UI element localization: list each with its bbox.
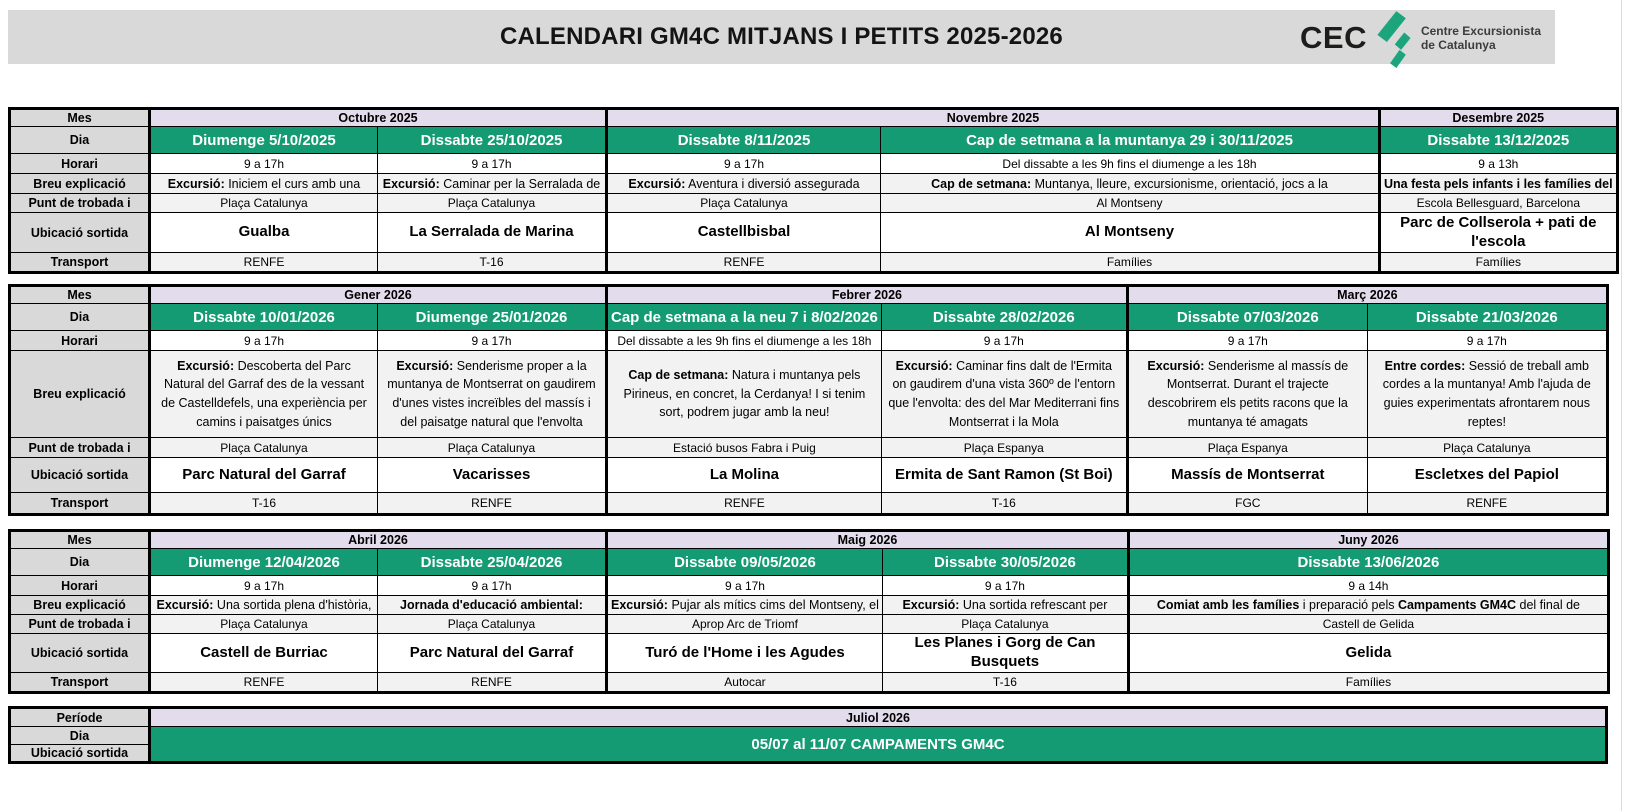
calendar-table-abril-maig-juny-2026 bbox=[8, 529, 1610, 694]
row-label-dia: Dia bbox=[10, 727, 150, 745]
cell-punt-trobada: Plaça Catalunya bbox=[150, 438, 378, 458]
row-label-breu: Breu explicació bbox=[10, 596, 150, 615]
cell-punt-trobada: Al Montseny bbox=[881, 194, 1380, 213]
month-header: Juliol 2026 bbox=[150, 708, 1607, 727]
day-header: Dissabte 30/05/2026 bbox=[882, 549, 1128, 576]
month-header: Abril 2026 bbox=[150, 531, 607, 549]
cell-transport: T-16 bbox=[150, 493, 378, 515]
cell-breu-explicacio: Excursió: Senderisme al massís de Montserrat. Durant el trajecte descobrirem els petits racons que la muntanya té amagats bbox=[1127, 351, 1367, 438]
cell-ubicacio-sortida: Vacarisses bbox=[378, 458, 607, 493]
cell-horari: 9 a 17h bbox=[150, 331, 378, 351]
row-label-ubicacio: Ubicació sortida bbox=[10, 213, 150, 253]
row-label-breu: Breu explicació bbox=[10, 174, 150, 194]
cell-transport: RENFE bbox=[378, 493, 607, 515]
cell-horari: 9 a 17h bbox=[378, 154, 607, 174]
row-label-transport: Transport bbox=[10, 493, 150, 515]
month-header: Març 2026 bbox=[1127, 286, 1607, 304]
day-header: Dissabte 25/04/2026 bbox=[378, 549, 607, 576]
cell-ubicacio-sortida: Parc de Collserola + pati de l'escola bbox=[1380, 213, 1618, 253]
row-label-dia: Dia bbox=[10, 304, 150, 331]
cell-horari: 9 a 13h bbox=[1380, 154, 1618, 174]
cell-breu-explicacio: Excursió: Aventura i diversió assegurada bbox=[607, 174, 881, 194]
row-label-transport: Transport bbox=[10, 253, 150, 273]
cell-punt-trobada: Castell de Gelida bbox=[1128, 615, 1608, 634]
cell-transport: FGC bbox=[1127, 493, 1367, 515]
cec-logo-name-line1: Centre Excursionista bbox=[1420, 23, 1541, 38]
row-label-horari: Horari bbox=[10, 154, 150, 174]
cell-punt-trobada: Plaça Catalunya bbox=[378, 615, 607, 634]
calendar-table-octubre-novembre-desembre-2025 bbox=[8, 107, 1619, 274]
cell-horari: Del dissabte a les 9h fins el diumenge a les 18h bbox=[607, 331, 882, 351]
cell-punt-trobada: Plaça Catalunya bbox=[607, 194, 881, 213]
row-label-mes: Mes bbox=[10, 109, 150, 127]
cell-transport: RENFE bbox=[150, 253, 378, 273]
month-header: Novembre 2025 bbox=[607, 109, 1380, 127]
cell-breu-explicacio: Excursió: Caminar fins dalt de l'Ermita on gaudirem d'una vista 360º de l'entorn que l'envolta: des del Mar Mediterrani fins Montserrat i la Mola bbox=[881, 351, 1127, 438]
cell-horari: 9 a 17h bbox=[150, 154, 378, 174]
month-header: Octubre 2025 bbox=[150, 109, 607, 127]
cell-breu-explicacio: Excursió: Pujar als mítics cims del Montseny, el bbox=[607, 596, 883, 615]
cell-horari: 9 a 17h bbox=[607, 576, 883, 596]
cell-breu-explicacio: Excursió: Iniciem el curs amb una bbox=[150, 174, 378, 194]
cec-logo-acronym: CEC bbox=[1300, 20, 1367, 55]
month-header: Maig 2026 bbox=[607, 531, 1129, 549]
cell-breu-explicacio: Jornada d'educació ambiental: bbox=[378, 596, 607, 615]
cell-transport: RENFE bbox=[607, 253, 881, 273]
day-header: Dissabte 07/03/2026 bbox=[1127, 304, 1367, 331]
cell-ubicacio-sortida: Gelida bbox=[1128, 634, 1608, 673]
row-label-punt: Punt de trobada i bbox=[10, 615, 150, 634]
cell-ubicacio-sortida: Al Montseny bbox=[881, 213, 1380, 253]
cell-horari: 9 a 17h bbox=[378, 331, 607, 351]
cell-transport: RENFE bbox=[607, 493, 882, 515]
cell-transport: Famílies bbox=[1128, 673, 1608, 693]
cell-transport: RENFE bbox=[378, 673, 607, 693]
cell-horari: 9 a 14h bbox=[1128, 576, 1608, 596]
cell-breu-explicacio: Excursió: Una sortida plena d'història, bbox=[150, 596, 378, 615]
page-title: CALENDARI GM4C MITJANS I PETITS 2025-2026 bbox=[499, 23, 1063, 50]
row-label-mes: Mes bbox=[10, 286, 150, 304]
day-header: Dissabte 13/06/2026 bbox=[1128, 549, 1608, 576]
cell-ubicacio-sortida: Turó de l'Home i les Agudes bbox=[607, 634, 883, 673]
cell-transport: RENFE bbox=[150, 673, 378, 693]
cell-punt-trobada: Plaça Catalunya bbox=[378, 438, 607, 458]
month-header: Juny 2026 bbox=[1128, 531, 1608, 549]
row-label-horari: Horari bbox=[10, 576, 150, 596]
cell-ubicacio-sortida: Escletxes del Papiol bbox=[1367, 458, 1607, 493]
cell-transport: Famílies bbox=[1380, 253, 1618, 273]
cell-ubicacio-sortida: Gualba bbox=[150, 213, 378, 253]
day-header: Dissabte 25/10/2025 bbox=[378, 127, 607, 154]
day-header: Cap de setmana a la neu 7 i 8/02/2026 bbox=[607, 304, 882, 331]
row-label-breu: Breu explicació bbox=[10, 351, 150, 438]
cell-breu-explicacio: Excursió: Una sortida refrescant per bbox=[882, 596, 1128, 615]
campaments-cell: 05/07 al 11/07 CAMPAMENTS GM4C bbox=[150, 727, 1607, 763]
header-band bbox=[8, 10, 1555, 64]
mountain-zigzag-icon bbox=[1372, 8, 1416, 68]
cell-transport: T-16 bbox=[882, 673, 1128, 693]
day-header: Cap de setmana a la muntanya 29 i 30/11/2025 bbox=[881, 127, 1380, 154]
row-label-ubicacio: Ubicació sortida bbox=[10, 458, 150, 493]
cell-punt-trobada: Estació busos Fabra i Puig bbox=[607, 438, 882, 458]
cell-horari: 9 a 17h bbox=[1127, 331, 1367, 351]
cell-breu-explicacio: Cap de setmana: Natura i muntanya pels Pirineus, en concret, la Cerdanya! I si tenim sort, podrem jugar amb la neu! bbox=[607, 351, 882, 438]
cell-breu-explicacio: Entre cordes: Sessió de treball amb cordes a la muntanya! Amb l'ajuda de guies experimentats afrontarem nous reptes! bbox=[1367, 351, 1607, 438]
day-header: Diumenge 5/10/2025 bbox=[150, 127, 378, 154]
cell-horari: 9 a 17h bbox=[150, 576, 378, 596]
cell-ubicacio-sortida: La Molina bbox=[607, 458, 882, 493]
cell-ubicacio-sortida: Ermita de Sant Ramon (St Boi) bbox=[881, 458, 1127, 493]
cell-punt-trobada: Plaça Catalunya bbox=[150, 615, 378, 634]
cell-transport: Autocar bbox=[607, 673, 883, 693]
cell-transport: T-16 bbox=[378, 253, 607, 273]
day-header: Dissabte 28/02/2026 bbox=[881, 304, 1127, 331]
row-label-transport: Transport bbox=[10, 673, 150, 693]
row-label-ubicacio: Ubicació sortida bbox=[10, 634, 150, 673]
cell-ubicacio-sortida: Castellbisbal bbox=[607, 213, 881, 253]
row-label-horari: Horari bbox=[10, 331, 150, 351]
cell-horari: Del dissabte a les 9h fins el diumenge a les 18h bbox=[881, 154, 1380, 174]
cell-breu-explicacio: Cap de setmana: Muntanya, lleure, excursionisme, orientació, jocs a la bbox=[881, 174, 1380, 194]
sheet-gridline bbox=[1621, 0, 1622, 811]
cec-logo-name bbox=[1421, 24, 1541, 52]
cell-punt-trobada: Escola Bellesguard, Barcelona bbox=[1380, 194, 1618, 213]
cell-horari: 9 a 17h bbox=[882, 576, 1128, 596]
row-label-punt: Punt de trobada i bbox=[10, 438, 150, 458]
row-label-ubicacio: Ubicació sortida bbox=[10, 745, 150, 763]
row-label-dia: Dia bbox=[10, 549, 150, 576]
cell-ubicacio-sortida: Les Planes i Gorg de Can Busquets bbox=[882, 634, 1128, 673]
cell-ubicacio-sortida: Massís de Montserrat bbox=[1127, 458, 1367, 493]
cell-punt-trobada: Plaça Espanya bbox=[881, 438, 1127, 458]
cell-punt-trobada: Aprop Arc de Triomf bbox=[607, 615, 883, 634]
row-label-periode: Període bbox=[10, 708, 150, 727]
day-header: Diumenge 12/04/2026 bbox=[150, 549, 378, 576]
day-header: Dissabte 21/03/2026 bbox=[1367, 304, 1607, 331]
cell-transport: RENFE bbox=[1367, 493, 1607, 515]
calendar-table-gener-febrer-marc-2026 bbox=[8, 284, 1609, 516]
day-header: Dissabte 10/01/2026 bbox=[150, 304, 378, 331]
cell-punt-trobada: Plaça Catalunya bbox=[882, 615, 1128, 634]
month-header: Gener 2026 bbox=[150, 286, 607, 304]
day-header: Dissabte 13/12/2025 bbox=[1380, 127, 1618, 154]
cell-breu-explicacio: Excursió: Senderisme proper a la muntanya de Montserrat on gaudirem d'unes vistes increïbles del massís i del paisatge natural que l'envolta bbox=[378, 351, 607, 438]
cell-transport: T-16 bbox=[881, 493, 1127, 515]
cell-ubicacio-sortida: La Serralada de Marina bbox=[378, 213, 607, 253]
row-label-dia: Dia bbox=[10, 127, 150, 154]
cell-horari: 9 a 17h bbox=[607, 154, 881, 174]
campaments-table bbox=[8, 706, 1608, 764]
cec-logo bbox=[1300, 6, 1541, 70]
month-header: Desembre 2025 bbox=[1380, 109, 1618, 127]
cell-breu-explicacio: Excursió: Caminar per la Serralada de bbox=[378, 174, 607, 194]
row-label-punt: Punt de trobada i bbox=[10, 194, 150, 213]
day-header: Diumenge 25/01/2026 bbox=[378, 304, 607, 331]
cell-ubicacio-sortida: Parc Natural del Garraf bbox=[150, 458, 378, 493]
cell-ubicacio-sortida: Parc Natural del Garraf bbox=[378, 634, 607, 673]
cell-horari: 9 a 17h bbox=[378, 576, 607, 596]
cell-breu-explicacio: Excursió: Descoberta del Parc Natural del Garraf des de la vessant de Castelldefels, una experiència per camins i paisatges únics bbox=[150, 351, 378, 438]
cell-punt-trobada: Plaça Catalunya bbox=[150, 194, 378, 213]
cell-breu-explicacio: Una festa pels infants i les famílies del bbox=[1380, 174, 1618, 194]
row-label-mes: Mes bbox=[10, 531, 150, 549]
cell-punt-trobada: Plaça Catalunya bbox=[1367, 438, 1607, 458]
day-header: Dissabte 8/11/2025 bbox=[607, 127, 881, 154]
cell-punt-trobada: Plaça Espanya bbox=[1127, 438, 1367, 458]
month-header: Febrer 2026 bbox=[607, 286, 1128, 304]
cec-logo-name-line2: de Catalunya bbox=[1420, 38, 1496, 52]
cell-punt-trobada: Plaça Catalunya bbox=[378, 194, 607, 213]
cell-breu-explicacio: Comiat amb les famílies i preparació pels Campaments GM4C del final de bbox=[1128, 596, 1608, 615]
cell-ubicacio-sortida: Castell de Burriac bbox=[150, 634, 378, 673]
cell-horari: 9 a 17h bbox=[881, 331, 1127, 351]
cell-transport: Famílies bbox=[881, 253, 1380, 273]
day-header: Dissabte 09/05/2026 bbox=[607, 549, 883, 576]
cell-horari: 9 a 17h bbox=[1367, 331, 1607, 351]
